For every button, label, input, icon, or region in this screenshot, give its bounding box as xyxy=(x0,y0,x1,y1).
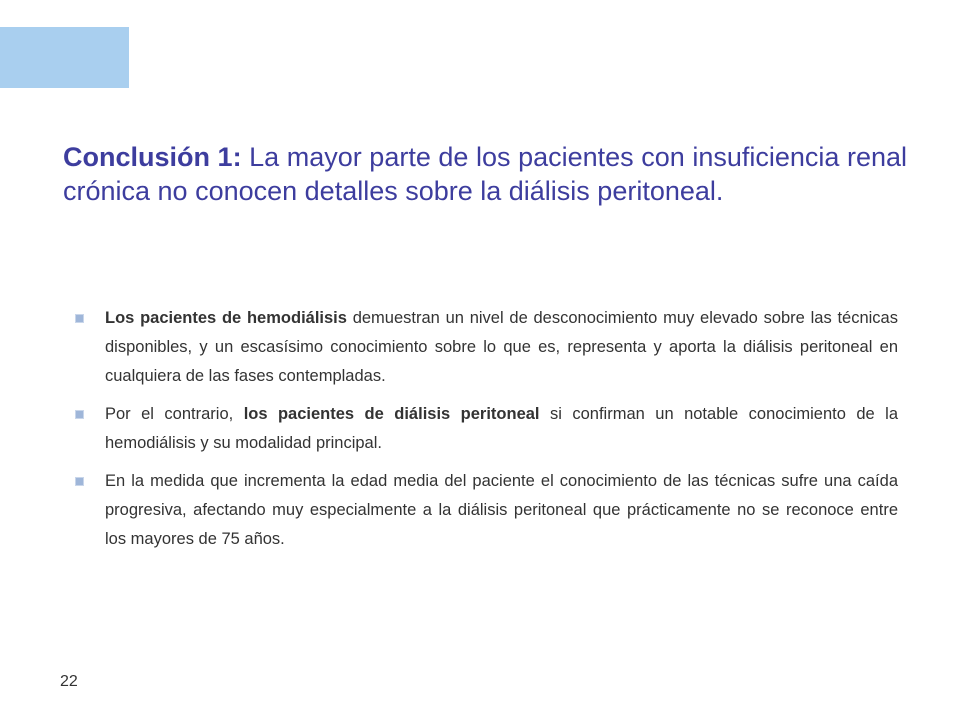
title-text: La mayor parte de los pacientes con insuficiencia renal crónica no conocen detalles sobre la diálisis peritoneal. xyxy=(63,142,907,206)
bullet-list xyxy=(75,304,898,554)
bullet-marker-icon xyxy=(75,314,84,323)
bullet-item-2 xyxy=(75,400,898,458)
page-number: 22 xyxy=(60,673,78,690)
bullet-3-text: En la medida que incrementa la edad media del paciente el conocimiento de las técnicas sufre una caída progresiva, afectando muy especialmente a la diálisis peritoneal que prácticamente no se reconoce entre los mayores de 75 años. xyxy=(105,472,898,548)
bullet-marker-icon xyxy=(75,410,84,419)
bullet-item-3 xyxy=(75,467,898,554)
accent-block xyxy=(0,27,129,88)
bullet-2-pre: Por el contrario, xyxy=(105,405,234,423)
bullet-2-bold: los pacientes de diálisis peritoneal xyxy=(243,405,540,423)
bullet-2-text: si confirman un notable conocimiento de la hemodiálisis y su modalidad principal. xyxy=(105,405,898,452)
bullet-item-1 xyxy=(75,304,898,391)
slide-title xyxy=(63,140,907,208)
bullet-1-text: demuestran un nivel de desconocimiento muy elevado sobre las técnicas disponibles, y un escasísimo conocimiento sobre lo que es, representa y aporta la diálisis peritoneal en cualquiera de las fases contempladas. xyxy=(105,309,898,385)
title-lead: Conclusión 1: xyxy=(63,142,242,172)
bullet-marker-icon xyxy=(75,477,84,486)
bullet-1-bold: Los pacientes de hemodiálisis xyxy=(105,309,347,327)
